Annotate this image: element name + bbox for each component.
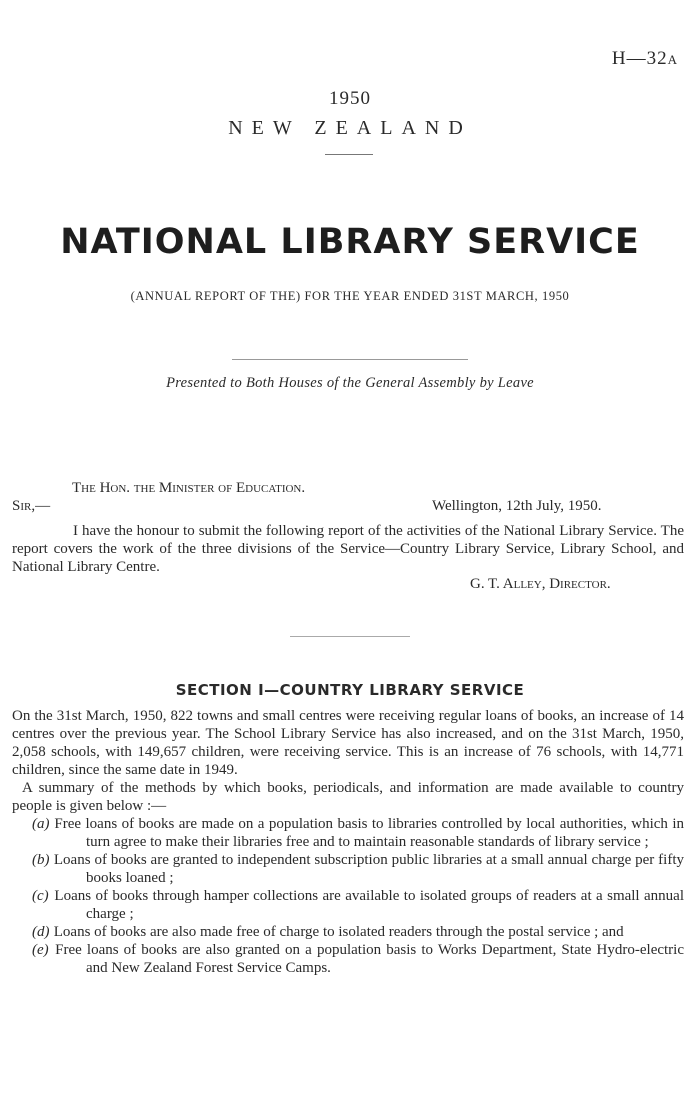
list-item	[32, 815, 684, 851]
document-code	[612, 48, 678, 70]
list-item	[32, 851, 684, 887]
divider-short	[325, 154, 373, 155]
country-heading: NEW ZEALAND	[228, 117, 472, 139]
list-item-text: Loans of books are granted to independent subscription public libraries at a small annual charge per fifty books loaned ;	[53, 852, 684, 886]
list-item-label: (a)	[32, 816, 50, 832]
presented-line: Presented to Both Houses of the General Assembly by Leave	[166, 375, 534, 391]
list-item-text: Loans of books through hamper collections are available to isolated groups of readers at a small annual charge ;	[54, 888, 684, 922]
report-subtitle: (ANNUAL REPORT OF THE) FOR THE YEAR ENDED 31ST MARCH, 1950	[130, 289, 570, 303]
section-paragraph-1: On the 31st March, 1950, 822 towns and small centres were receiving regular loans of books, an increase of 14 centres over the previous year. The School Library Service has also increased, and on the 31st March, 1950, 2,058 schools, with 149,657 children, were receiving service. This is an increase of 76 schools, with 14,771 children, since the same date in 1949.	[12, 708, 684, 778]
section-paragraph-2: A summary of the methods by which books, periodicals, and information are made available to country people is given below :—	[12, 780, 684, 814]
list-item	[32, 941, 684, 977]
report-title: NATIONAL LIBRARY SERVICE	[60, 222, 640, 262]
list-item-label: (e)	[32, 942, 49, 958]
list-item-text: Free loans of books are made on a population basis to libraries controlled by local authorities, which in turn agree to make their libraries free and to maintain reasonable standards of library service ;	[54, 816, 684, 850]
report-year: 1950	[329, 88, 371, 109]
methods-list	[32, 815, 684, 977]
letter-addressee: The Hon. the Minister of Education.	[72, 480, 306, 496]
section-heading: SECTION I—COUNTRY LIBRARY SERVICE	[175, 681, 525, 699]
document-code-suffix: A	[667, 52, 678, 67]
list-item-label: (d)	[32, 924, 50, 940]
divider-presented	[232, 359, 468, 360]
divider-section	[290, 636, 410, 637]
letter-place-date: Wellington, 12th July, 1950.	[432, 498, 602, 514]
list-item	[32, 887, 684, 923]
letter-salutation: Sir,—	[12, 498, 51, 514]
list-item-label: (c)	[32, 888, 49, 904]
list-item	[32, 923, 684, 941]
document-code-main: H—32	[611, 48, 668, 69]
list-item-text: Loans of books are also made free of charge to isolated readers through the postal service ; and	[53, 924, 624, 940]
letter-body: I have the honour to submit the following report of the activities of the National Library Service. The report covers the work of the three divisions of the Service—Country Library Service, Library School, and National Library Centre.	[12, 523, 684, 575]
list-item-text: Free loans of books are also granted on a population basis to Works Department, State Hydro-electric and New Zealand Forest Service Camps.	[55, 942, 684, 976]
list-item-label: (b)	[32, 852, 50, 868]
letter-signature: G. T. Alley, Director.	[470, 576, 611, 592]
